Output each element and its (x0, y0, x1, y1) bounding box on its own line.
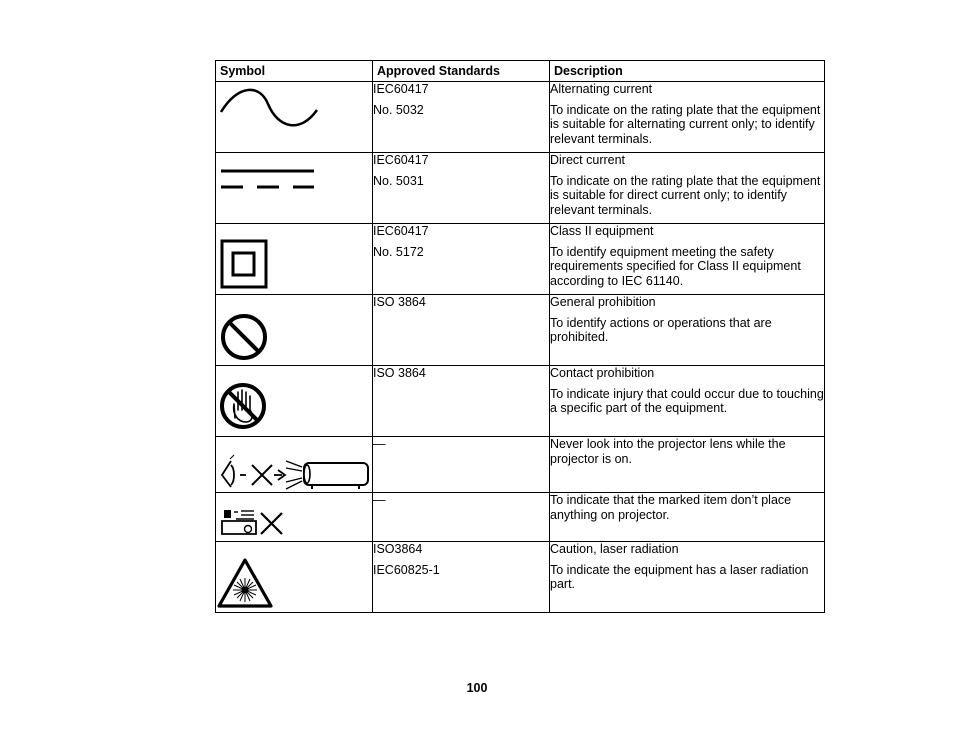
standard-text: ISO 3864 (373, 366, 426, 380)
description-text: To indicate the equipment has a laser radiation part. (550, 562, 809, 591)
standard-text: No. 5031 (373, 173, 424, 188)
standards-cell (373, 153, 550, 224)
contact-prohibition-icon (216, 366, 372, 436)
description-text: To indicate on the rating plate that the equipment is suitable for direct current only; to identify relevant terminals. (550, 173, 821, 217)
description-title: General prohibition (550, 295, 656, 309)
symbol-cell (216, 295, 373, 366)
table-header-row (216, 61, 825, 82)
description-cell (550, 82, 825, 153)
standards-cell (373, 224, 550, 295)
alternating-current-icon (216, 82, 372, 152)
description-text: To indicate on the rating plate that the equipment is suitable for alternating current only; to identify relevant terminals. (550, 102, 821, 146)
symbol-cell (216, 82, 373, 153)
description-text: To identify equipment meeting the safety requirements specified for Class II equipment according to IEC 61140. (550, 244, 801, 288)
description-cell (550, 437, 825, 493)
description-text: To identify actions or operations that are prohibited. (550, 315, 772, 344)
standard-text: — (373, 437, 386, 451)
class-ii-equipment-icon (216, 224, 372, 294)
header-approved-standards: Approved Standards (373, 61, 550, 82)
direct-current-icon (216, 153, 372, 223)
description-title: Direct current (550, 153, 626, 167)
symbol-cell (216, 437, 373, 493)
standards-cell (373, 437, 550, 493)
standard-text: — (373, 493, 386, 507)
page-number: 100 (466, 681, 488, 695)
symbol-cell (216, 224, 373, 295)
table-row (216, 82, 825, 153)
do-not-look-into-lens-icon (216, 437, 372, 492)
description-text: To indicate that the marked item don’t place anything on projector. (550, 493, 792, 522)
table-row (216, 153, 825, 224)
standard-text: ISO3864 (373, 542, 423, 556)
do-not-place-items-icon (216, 493, 372, 541)
symbol-cell (216, 366, 373, 437)
table-row (216, 542, 825, 613)
description-title: Contact prohibition (550, 366, 655, 380)
symbol-cell (216, 153, 373, 224)
standard-text: IEC60825-1 (373, 562, 440, 577)
general-prohibition-icon (216, 295, 372, 365)
description-title: Class II equipment (550, 224, 654, 238)
header-symbol: Symbol (216, 61, 373, 82)
description-cell (550, 153, 825, 224)
laser-radiation-icon (216, 542, 372, 612)
description-cell (550, 366, 825, 437)
header-description: Description (550, 61, 825, 82)
table-row (216, 295, 825, 366)
description-title: Caution, laser radiation (550, 542, 679, 556)
symbol-cell (216, 542, 373, 613)
standards-cell (373, 542, 550, 613)
description-cell (550, 493, 825, 542)
description-text: Never look into the projector lens while the projector is on. (550, 437, 786, 466)
symbol-cell (216, 493, 373, 542)
table-row (216, 224, 825, 295)
standard-text: No. 5032 (373, 102, 424, 117)
standards-cell (373, 295, 550, 366)
table-row (216, 493, 825, 542)
description-cell (550, 295, 825, 366)
standard-text: IEC60417 (373, 153, 429, 167)
description-text: To indicate injury that could occur due to touching a specific part of the equipment. (550, 386, 824, 415)
standard-text: IEC60417 (373, 224, 429, 238)
standard-text: ISO 3864 (373, 295, 426, 309)
standards-cell (373, 82, 550, 153)
standards-cell (373, 493, 550, 542)
description-cell (550, 224, 825, 295)
table-row (216, 437, 825, 493)
table-row (216, 366, 825, 437)
standards-cell (373, 366, 550, 437)
standard-text: No. 5172 (373, 244, 424, 259)
description-cell (550, 542, 825, 613)
description-title: Alternating current (550, 82, 653, 96)
symbols-table (215, 60, 825, 613)
standard-text: IEC60417 (373, 82, 429, 96)
